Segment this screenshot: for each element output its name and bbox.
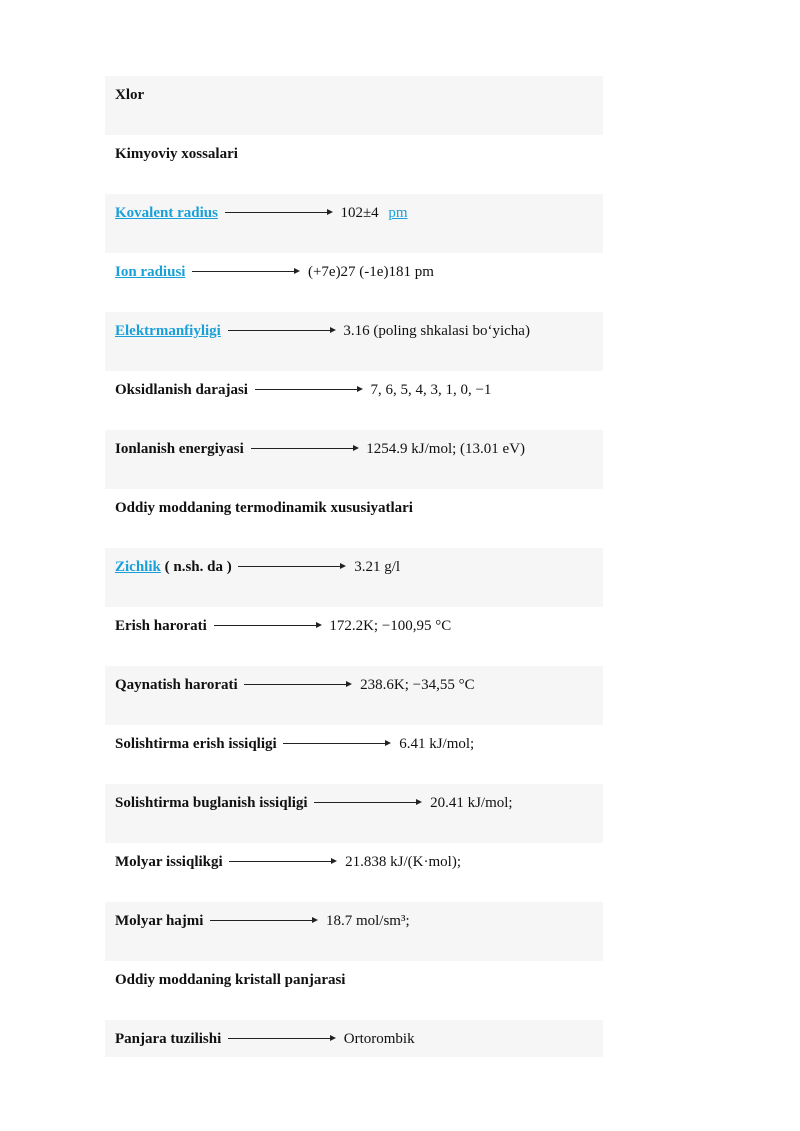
property-row [105,666,603,725]
section-heading-row [105,135,603,194]
arrow-icon [225,212,327,213]
property-row [105,784,603,843]
oxidation-states-label: Oksidlanish darajasi [115,382,248,398]
property-row [105,725,603,784]
lattice-structure-value: Ortorombik [343,1031,415,1047]
section-heading-chemical: Kimyoviy xossalari [115,146,238,162]
section-heading-thermodynamic: Oddiy moddaning termodinamik xususiyatlari [115,500,413,516]
arrow-icon [314,802,416,803]
arrow-icon [238,566,340,567]
arrow-icon [255,389,357,390]
title-row [105,76,603,135]
heat-of-vaporization-label: Solishtirma buglanish issiqligi [115,795,308,811]
covalent-radius-value: 102±4 [340,205,379,221]
ionization-energy-label: Ionlanish energiyasi [115,441,244,457]
property-row [105,607,603,666]
boiling-point-value: 238.6K; −34,55 °C [360,677,475,693]
section-heading-row [105,961,603,1020]
property-row [105,194,603,253]
ion-radius-link[interactable]: Ion radiusi [115,264,186,280]
heat-of-fusion-label: Solishtirma erish issiqligi [115,736,277,752]
property-row [105,430,603,489]
property-row [105,312,603,371]
arrow-icon [283,743,385,744]
density-condition-label: ( n.sh. da ) [164,559,232,575]
property-row [105,1020,603,1057]
heat-of-fusion-value: 6.41 kJ/mol; [399,736,475,752]
property-row [105,902,603,961]
property-row [105,253,603,312]
density-link[interactable]: Zichlik [115,559,161,575]
arrow-icon [210,920,312,921]
property-row [105,371,603,430]
melting-point-value: 172.2K; −100,95 °C [329,618,452,634]
ionization-energy-value: 1254.9 kJ/mol; (13.01 eV) [366,441,526,457]
lattice-structure-label: Panjara tuzilishi [115,1031,222,1047]
covalent-radius-link[interactable]: Kovalent radius [115,205,218,221]
arrow-icon [244,684,346,685]
melting-point-label: Erish harorati [115,618,207,634]
oxidation-states-value: 7, 6, 5, 4, 3, 1, 0, −1 [370,382,492,398]
boiling-point-label: Qaynatish harorati [115,677,238,693]
section-heading-row [105,489,603,548]
molar-heat-label: Molyar issiqlikgi [115,854,223,870]
element-title: Xlor [115,87,145,103]
property-list [105,76,603,1057]
arrow-icon [192,271,294,272]
arrow-icon [229,861,331,862]
arrow-icon [251,448,353,449]
heat-of-vaporization-value: 20.41 kJ/mol; [430,795,513,811]
molar-volume-value: 18.7 mol/sm³; [325,913,410,929]
section-heading-crystal: Oddiy moddaning kristall panjarasi [115,972,346,988]
molar-volume-label: Molyar hajmi [115,913,204,929]
density-value: 3.21 g/l [354,559,401,575]
pm-unit-link[interactable]: pm [388,205,408,221]
property-row [105,843,603,902]
electronegativity-link[interactable]: Elektrmanfiyligi [115,323,221,339]
ion-radius-value: (+7e)27 (-1e)181 pm [307,264,434,280]
electronegativity-value: 3.16 (poling shkalasi bo‘yicha) [343,323,530,339]
arrow-icon [228,1038,330,1039]
arrow-icon [228,330,330,331]
molar-heat-value: 21.838 kJ/(K·mol); [345,854,461,870]
arrow-icon [214,625,316,626]
property-row [105,548,603,607]
